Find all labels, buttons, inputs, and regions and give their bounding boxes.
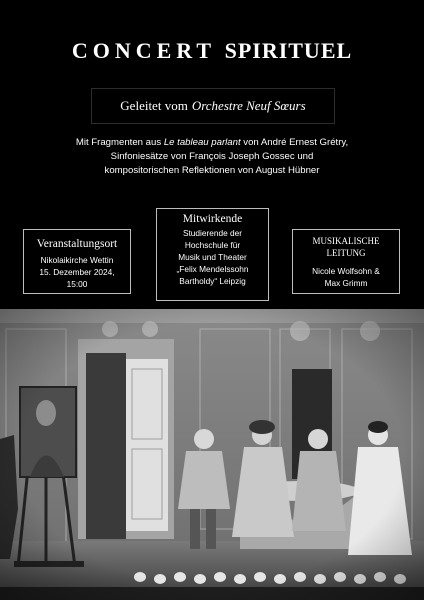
performers-heading: Mitwirkende bbox=[182, 213, 243, 225]
performers-line: Musik und Theater bbox=[178, 252, 247, 262]
work-title: Le tableau parlant bbox=[163, 137, 241, 148]
performers-line: „Felix Mendelssohn bbox=[176, 264, 249, 274]
performers-details bbox=[157, 227, 268, 287]
venue-line: 15:00 bbox=[66, 279, 88, 289]
ensemble-name: Orchestre Neuf Sœurs bbox=[191, 98, 306, 113]
director-line: Max Grimm bbox=[324, 278, 368, 288]
director-line: Nicole Wolfsohn & bbox=[312, 266, 380, 276]
description-line-3: kompositorischen Reflektionen von August Hübner bbox=[104, 165, 320, 176]
title-word-concert: CONCERT bbox=[71, 38, 217, 63]
program-description bbox=[20, 136, 404, 178]
historic-stage-photo bbox=[0, 309, 424, 600]
description-line-1 bbox=[20, 136, 404, 150]
description-line-2: Sinfoniesätze von François Joseph Gossec und bbox=[110, 151, 314, 162]
venue-line: Nikolaikirche Wettin bbox=[40, 255, 114, 265]
venue-heading: Veranstaltungsort bbox=[36, 238, 118, 250]
concert-title bbox=[0, 38, 424, 64]
musical-direction-heading bbox=[293, 235, 399, 259]
title-word-spirituel: SPIRITUEL bbox=[224, 38, 353, 63]
description-text: Mit Fragmenten aus bbox=[75, 137, 164, 148]
musical-direction-details bbox=[293, 265, 399, 289]
venue-line: 15. Dezember 2024, bbox=[39, 267, 115, 277]
venue-details bbox=[24, 254, 130, 290]
description-text: von André Ernest Grétry, bbox=[240, 137, 349, 148]
performers-line: Studierende der bbox=[182, 228, 243, 238]
performers-line: Bartholdy“ Leipzig bbox=[179, 276, 246, 286]
venue-box bbox=[23, 229, 131, 294]
performers-line: Hochschule für bbox=[184, 240, 241, 250]
subtitle-prefix: Geleitet vom bbox=[120, 98, 188, 113]
musical-direction-box bbox=[292, 229, 400, 294]
performers-box bbox=[156, 208, 269, 301]
heading-line: LEITUNG bbox=[326, 248, 366, 258]
subtitle-box bbox=[91, 88, 335, 124]
heading-line: MUSIKALISCHE bbox=[312, 236, 380, 246]
